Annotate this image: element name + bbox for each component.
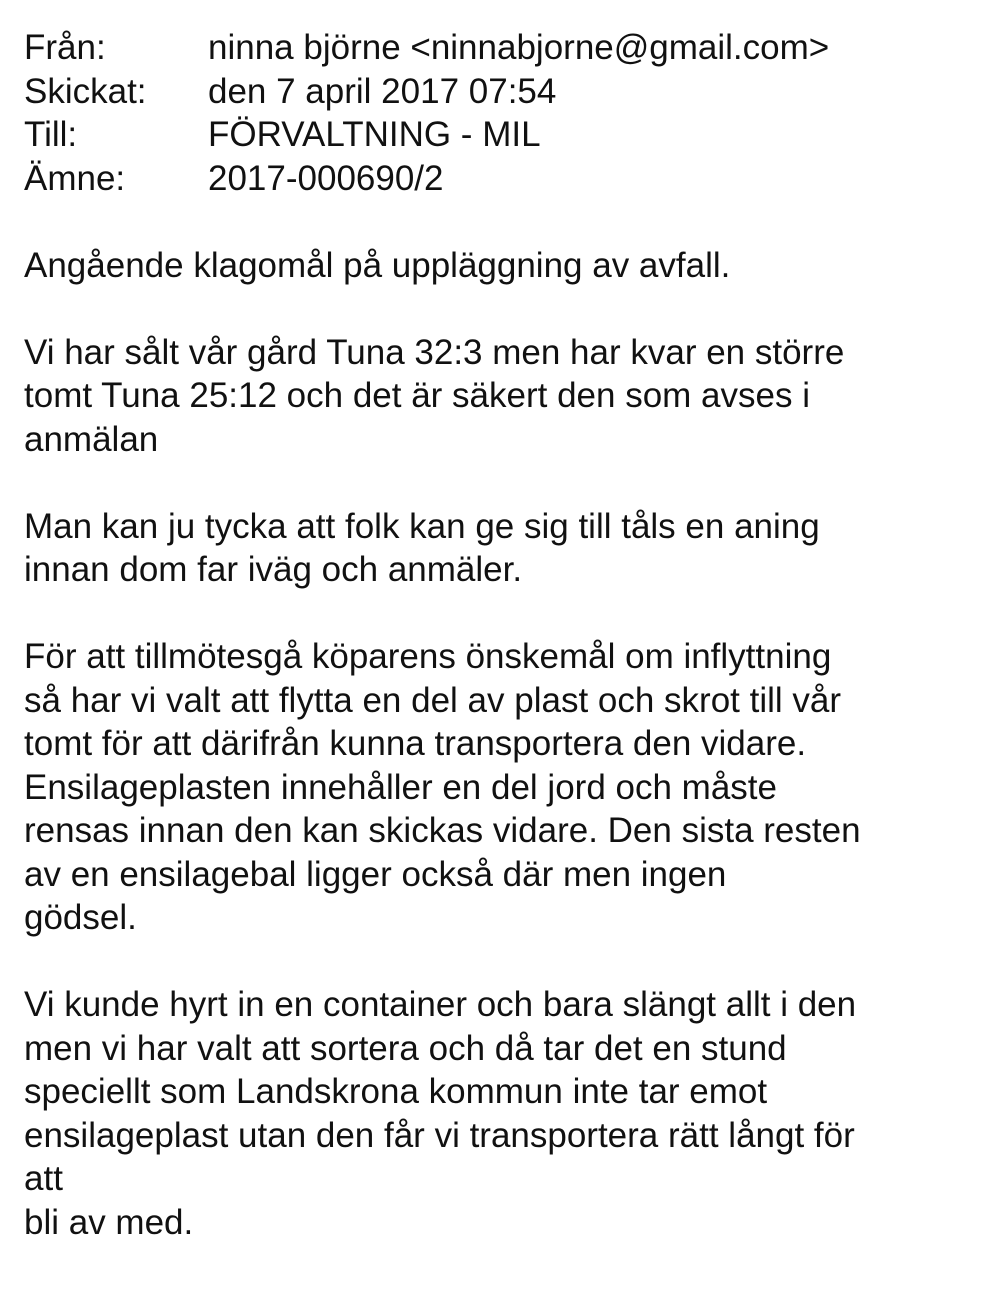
- body-line: Ensilageplasten innehåller en del jord och måste: [24, 767, 777, 807]
- body-paragraph-1: [24, 244, 984, 288]
- email-document: [24, 26, 984, 1244]
- subject-value: 2017-000690/2: [208, 158, 444, 198]
- body-line: så har vi valt att flytta en del av plast och skrot till vår: [24, 680, 842, 720]
- body-line: innan dom far iväg och anmäler.: [24, 550, 523, 589]
- body-line: speciellt som Landskrona kommun inte tar emot: [24, 1072, 768, 1111]
- email-header: [24, 26, 984, 200]
- header-row-sent: [24, 70, 984, 114]
- body-line: bli av med.: [24, 1202, 194, 1242]
- body-line: att: [24, 1159, 63, 1198]
- body-paragraph-4: [24, 635, 984, 940]
- to-value: FÖRVALTNING - MIL: [208, 115, 541, 154]
- body-line: tomt för att därifrån kunna transportera den vidare.: [24, 724, 807, 763]
- body-line: anmälan: [24, 419, 159, 459]
- header-row-subject: [24, 157, 984, 201]
- body-line: För att tillmötesgå köparens önskemål om inflyttning: [24, 637, 832, 676]
- header-row-to: [24, 113, 984, 157]
- body-line: av en ensilagebal ligger också där men ingen: [24, 854, 727, 894]
- subject-label: Ämne:: [24, 158, 126, 198]
- header-row-from: [24, 26, 984, 70]
- body-line: Vi kunde hyrt in en container och bara slängt allt i den: [24, 985, 857, 1024]
- body-line: men vi har valt att sortera och då tar det en stund: [24, 1028, 787, 1068]
- body-line: tomt Tuna 25:12 och det är säkert den som avses i: [24, 376, 810, 415]
- from-label: Från:: [24, 28, 106, 67]
- sent-value: den 7 april 2017 07:54: [208, 71, 557, 111]
- sent-label: Skickat:: [24, 71, 147, 111]
- body-line: Angående klagomål på uppläggning av avfall.: [24, 245, 731, 285]
- body-line: gödsel.: [24, 898, 137, 937]
- body-line: ensilageplast utan den får vi transportera rätt långt för: [24, 1115, 855, 1155]
- body-paragraph-2: [24, 331, 984, 462]
- to-label: Till:: [24, 115, 78, 154]
- body-line: rensas innan den kan skickas vidare. Den sista resten: [24, 811, 861, 850]
- from-value: ninna björne <ninnabjorne@gmail.com>: [208, 28, 830, 67]
- body-line: Man kan ju tycka att folk kan ge sig till tåls en aning: [24, 506, 820, 546]
- body-paragraph-5: [24, 983, 984, 1244]
- body-paragraph-3: [24, 505, 984, 592]
- body-line: Vi har sålt vår gård Tuna 32:3 men har kvar en större: [24, 332, 845, 372]
